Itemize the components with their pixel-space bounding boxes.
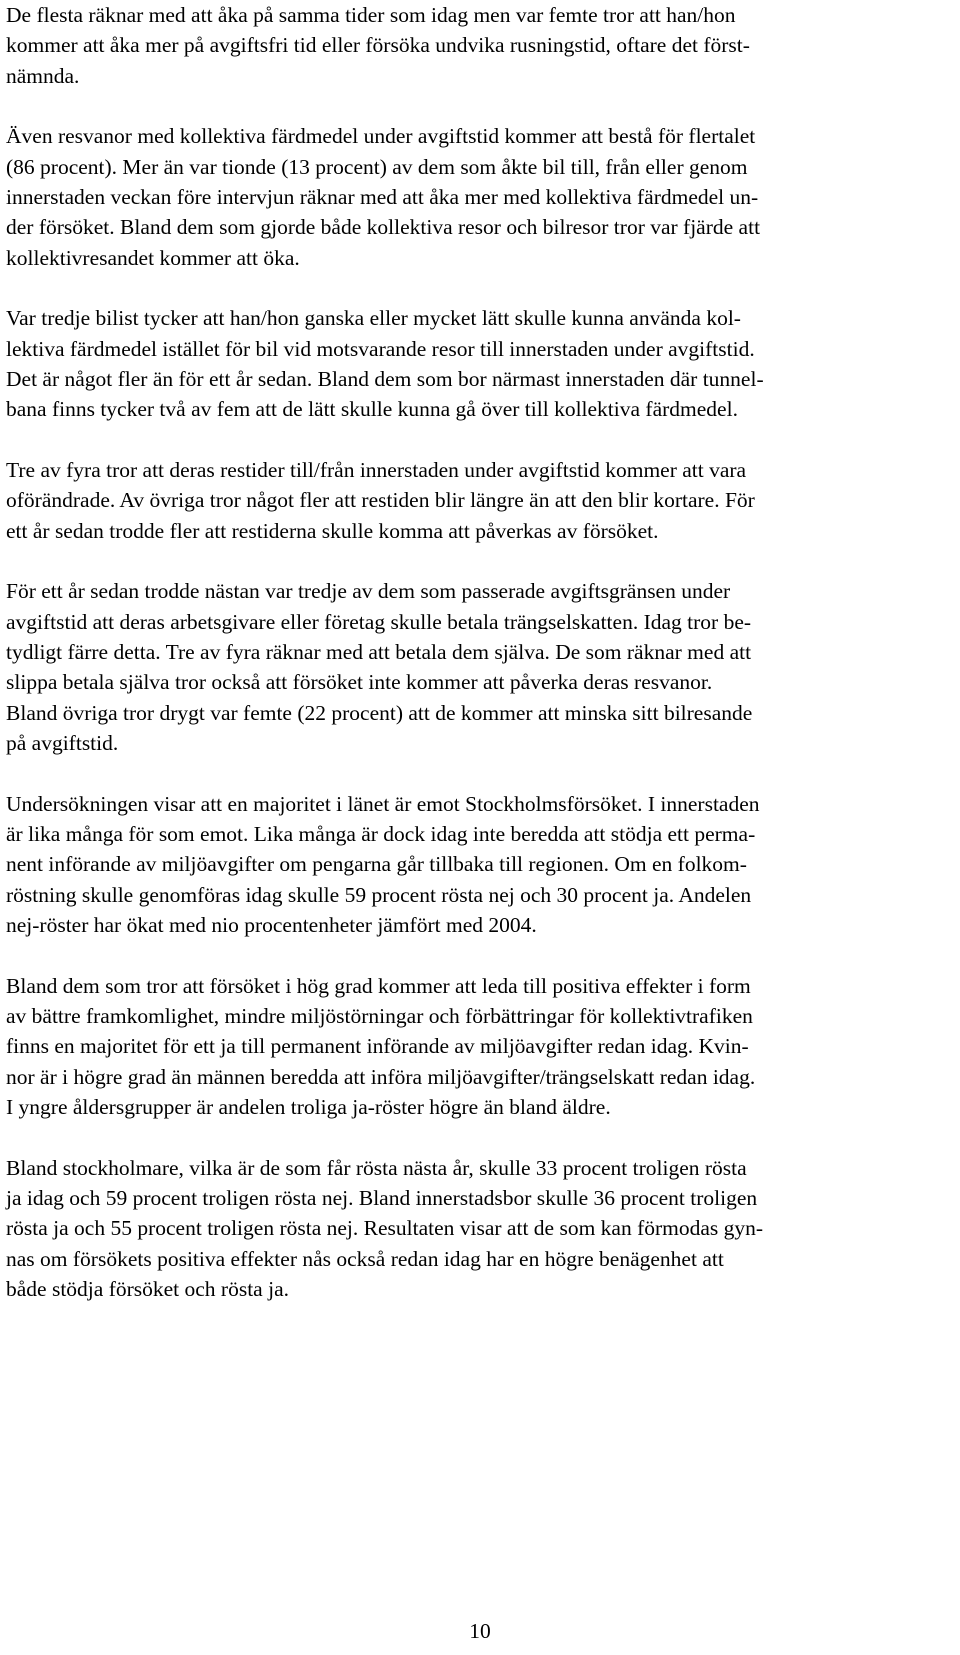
text-line: Det är något fler än för ett år sedan. Bland dem som bor närmast innerstaden där tunnel- [6, 367, 764, 392]
text-line: på avgiftstid. [6, 731, 119, 756]
text-line: I yngre åldersgrupper är andelen troliga ja-röster högre än bland äldre. [6, 1095, 611, 1120]
text-line: oförändrade. Av övriga tror något fler att restiden blir längre än att den blir kortare. För [6, 488, 755, 513]
text-line: nej-röster har ökat med nio procentenheter jämfört med 2004. [6, 913, 537, 938]
text-line: nämnda. [6, 63, 80, 88]
text-line: nas om försökets positiva effekter nås också redan idag har en högre benägenhet att [6, 1246, 724, 1271]
paragraph-8 [6, 1153, 954, 1305]
text-line: finns en majoritet för ett ja till permanent införande av miljöavgifter redan idag. Kvin- [6, 1034, 749, 1059]
text-line: är lika många för som emot. Lika många är dock idag inte beredda att stödja ett perma- [6, 821, 756, 846]
text-line: kommer att åka mer på avgiftsfri tid eller försöka undvika rusningstid, oftare det först- [6, 33, 750, 58]
page-number: 10 [469, 1619, 491, 1643]
text-line: nent införande av miljöavgifter om pengarna går tillbaka till regionen. Om en folkom- [6, 852, 747, 877]
text-line: innerstaden veckan före intervjun räknar med att åka mer med kollektiva färdmedel un- [6, 185, 759, 210]
text-line: lektiva färdmedel istället för bil vid motsvarande resor till innerstaden under avgiftstid. [6, 336, 755, 361]
text-line: tydligt färre detta. Tre av fyra räknar med att betala dem själva. De som räknar med att [6, 639, 752, 664]
paragraph-4 [6, 455, 954, 546]
text-line: nor är i högre grad än männen beredda att införa miljöavgifter/trängselskatt redan idag. [6, 1064, 756, 1089]
text-line: både stödja försöket och rösta ja. [6, 1277, 289, 1302]
text-line: (86 procent). Mer än var tionde (13 procent) av dem som åkte bil till, från eller genom [6, 154, 748, 179]
paragraph-3 [6, 303, 954, 425]
text-line: ja idag och 59 procent troligen rösta nej. Bland innerstadsbor skulle 36 procent troligen [6, 1186, 758, 1210]
text-line: För ett år sedan trodde nästan var tredje av dem som passerade avgiftsgränsen under [6, 579, 731, 604]
text-line: Bland dem som tror att försöket i hög grad kommer att leda till positiva effekter i form [6, 973, 751, 998]
text-line: De flesta räknar med att åka på samma tider som idag men var femte tror att han/hon [6, 3, 736, 27]
text-line: av bättre framkomlighet, mindre miljöstörningar och förbättringar för kollektivtrafiken [6, 1003, 753, 1028]
text-line: ett år sedan trodde fler att restiderna skulle komma att påverkas av försöket. [6, 518, 659, 543]
paragraph-1 [6, 0, 954, 91]
paragraph-7 [6, 971, 954, 1123]
text-line: Var tredje bilist tycker att han/hon ganska eller mycket lätt skulle kunna använda kol- [6, 306, 741, 331]
text-line: Tre av fyra tror att deras restider till/från innerstaden under avgiftstid kommer att vara [6, 457, 747, 482]
text-line: Bland övriga tror drygt var femte (22 procent) att de kommer att minska sitt bilresande [6, 700, 753, 725]
paragraph-2 [6, 121, 954, 273]
text-line: Även resvanor med kollektiva färdmedel under avgiftstid kommer att bestå för flertalet [6, 124, 756, 149]
text-line: Undersökningen visar att en majoritet i länet är emot Stockholmsförsöket. I innerstaden [6, 791, 760, 816]
text-line: slippa betala själva tror också att försöket inte kommer att påverka deras resvanor. [6, 670, 713, 695]
document-body [6, 0, 954, 1335]
text-line: der försöket. Bland dem som gjorde både kollektiva resor och bilresor tror var fjärde att [6, 215, 761, 240]
text-line: röstning skulle genomföras idag skulle 59 procent rösta nej och 30 procent ja. Andelen [6, 882, 752, 907]
text-line: avgiftstid att deras arbetsgivare eller företag skulle betala trängselskatten. Idag tror be- [6, 609, 752, 634]
text-line: Bland stockholmare, vilka är de som får rösta nästa år, skulle 33 procent troligen rösta [6, 1155, 747, 1180]
text-line: rösta ja och 55 procent troligen rösta nej. Resultaten visar att de som kan förmodas gyn- [6, 1216, 764, 1241]
paragraph-6 [6, 789, 954, 941]
text-line: bana finns tycker två av fem att de lätt skulle kunna gå över till kollektiva färdmedel. [6, 397, 738, 422]
paragraph-5 [6, 576, 954, 758]
text-line: kollektivresandet kommer att öka. [6, 245, 300, 270]
